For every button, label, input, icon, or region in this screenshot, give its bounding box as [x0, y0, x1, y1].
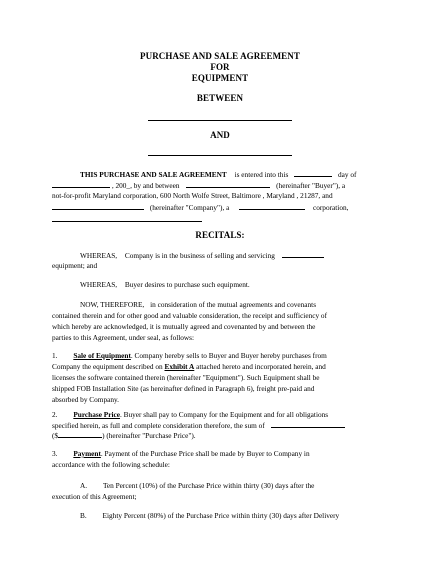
intro-line-2: , 200_, by and between (hereinafter "Buyer"), a — [52, 180, 388, 191]
payment-a-line-1: A. Ten Percent (10%) of the Purchase Price within thirty (30) days after the — [80, 481, 315, 490]
section-1-title: Sale of Equipment — [73, 351, 131, 360]
whereas-1-line-2: equipment; and — [52, 261, 98, 270]
section-2-line-1: 2. Purchase Price. Buyer shall pay to Company for the Equipment and for all obligations — [52, 410, 329, 419]
intro-line-4: (hereinafter "Company"), a corporation, — [52, 202, 388, 213]
section-3-title: Payment — [73, 449, 101, 458]
whereas-2: WHEREAS, Buyer desires to purchase such equipment. — [80, 280, 250, 289]
company-state-blank — [239, 202, 305, 210]
now-therefore-line-3: which hereby are acknowledged, it is mutually agreed and covenanted by and between the — [52, 322, 316, 331]
section-1-line-4: shipped FOB Installation Site (as hereinafter defined in Paragraph 6), freight pre-paid and — [52, 384, 315, 393]
section-1-line-5: absorbed by Company. — [52, 395, 120, 404]
section-1-line-3: licenses the software contained therein (hereinafter "Equipment"). Such Equipment shall be — [52, 373, 320, 382]
title-line-3: EQUIPMENT — [191, 73, 249, 83]
exhibit-a-reference: Exhibit A — [164, 362, 195, 371]
now-therefore-line-2: contained therein and for other good and valuable consideration, the receipt and sufficiency of — [52, 311, 328, 320]
section-2-title: Purchase Price — [73, 410, 120, 419]
now-therefore-line-4: parties to this Agreement, under seal, as follows: — [52, 333, 195, 342]
intro-line-3: not-for-profit Maryland corporation, 600 North Wolfe Street, Baltimore , Maryland , 21287, and — [52, 191, 333, 200]
payment-a-line-2: execution of this Agreement; — [52, 492, 137, 501]
section-3-line-1: 3. Payment. Payment of the Purchase Price shall be made by Buyer to Company in — [52, 449, 310, 458]
section-1-line-1: 1. Sale of Equipment. Company hereby sells to Buyer and Buyer hereby purchases from — [52, 351, 327, 360]
price-amount-blank — [58, 430, 102, 438]
price-words-blank — [271, 420, 345, 428]
intro-line-1: THIS PURCHASE AND SALE AGREEMENT is entered into this day of — [80, 170, 357, 179]
title-line-1: PURCHASE AND SALE AGREEMENT — [140, 51, 300, 61]
title-line-2: FOR — [210, 62, 230, 72]
company-name-blank — [52, 202, 144, 210]
party-two-signature-line — [148, 155, 292, 156]
whereas-1-line-1: WHEREAS, Company is in the business of selling and servicing — [80, 250, 388, 261]
recitals-heading: RECITALS: — [195, 230, 245, 240]
party-one-signature-line — [148, 120, 292, 121]
and-heading: AND — [210, 130, 230, 140]
company-address-line — [52, 221, 202, 222]
intro-title: THIS PURCHASE AND SALE AGREEMENT — [80, 170, 227, 179]
section-2-line-2: specified herein, as full and complete consideration therefore, the sum of — [52, 420, 388, 431]
day-blank — [294, 169, 332, 177]
section-2-line-3: ($ ) (hereinafter "Purchase Price"). — [52, 431, 196, 440]
equipment-type-blank — [282, 250, 324, 258]
payment-b-line-1: B. Eighty Percent (80%) of the Purchase Price within thirty (30) days after Delivery — [80, 511, 340, 520]
month-blank — [52, 180, 110, 188]
buyer-name-blank — [186, 180, 270, 188]
now-therefore-line-1: NOW, THEREFORE, in consideration of the mutual agreements and covenants — [80, 300, 317, 309]
between-heading: BETWEEN — [196, 93, 244, 103]
section-3-line-2: accordance with the following schedule: — [52, 460, 170, 469]
section-1-line-2: Company the equipment described on Exhibit A attached hereto and incorporated herein, and — [52, 362, 326, 371]
